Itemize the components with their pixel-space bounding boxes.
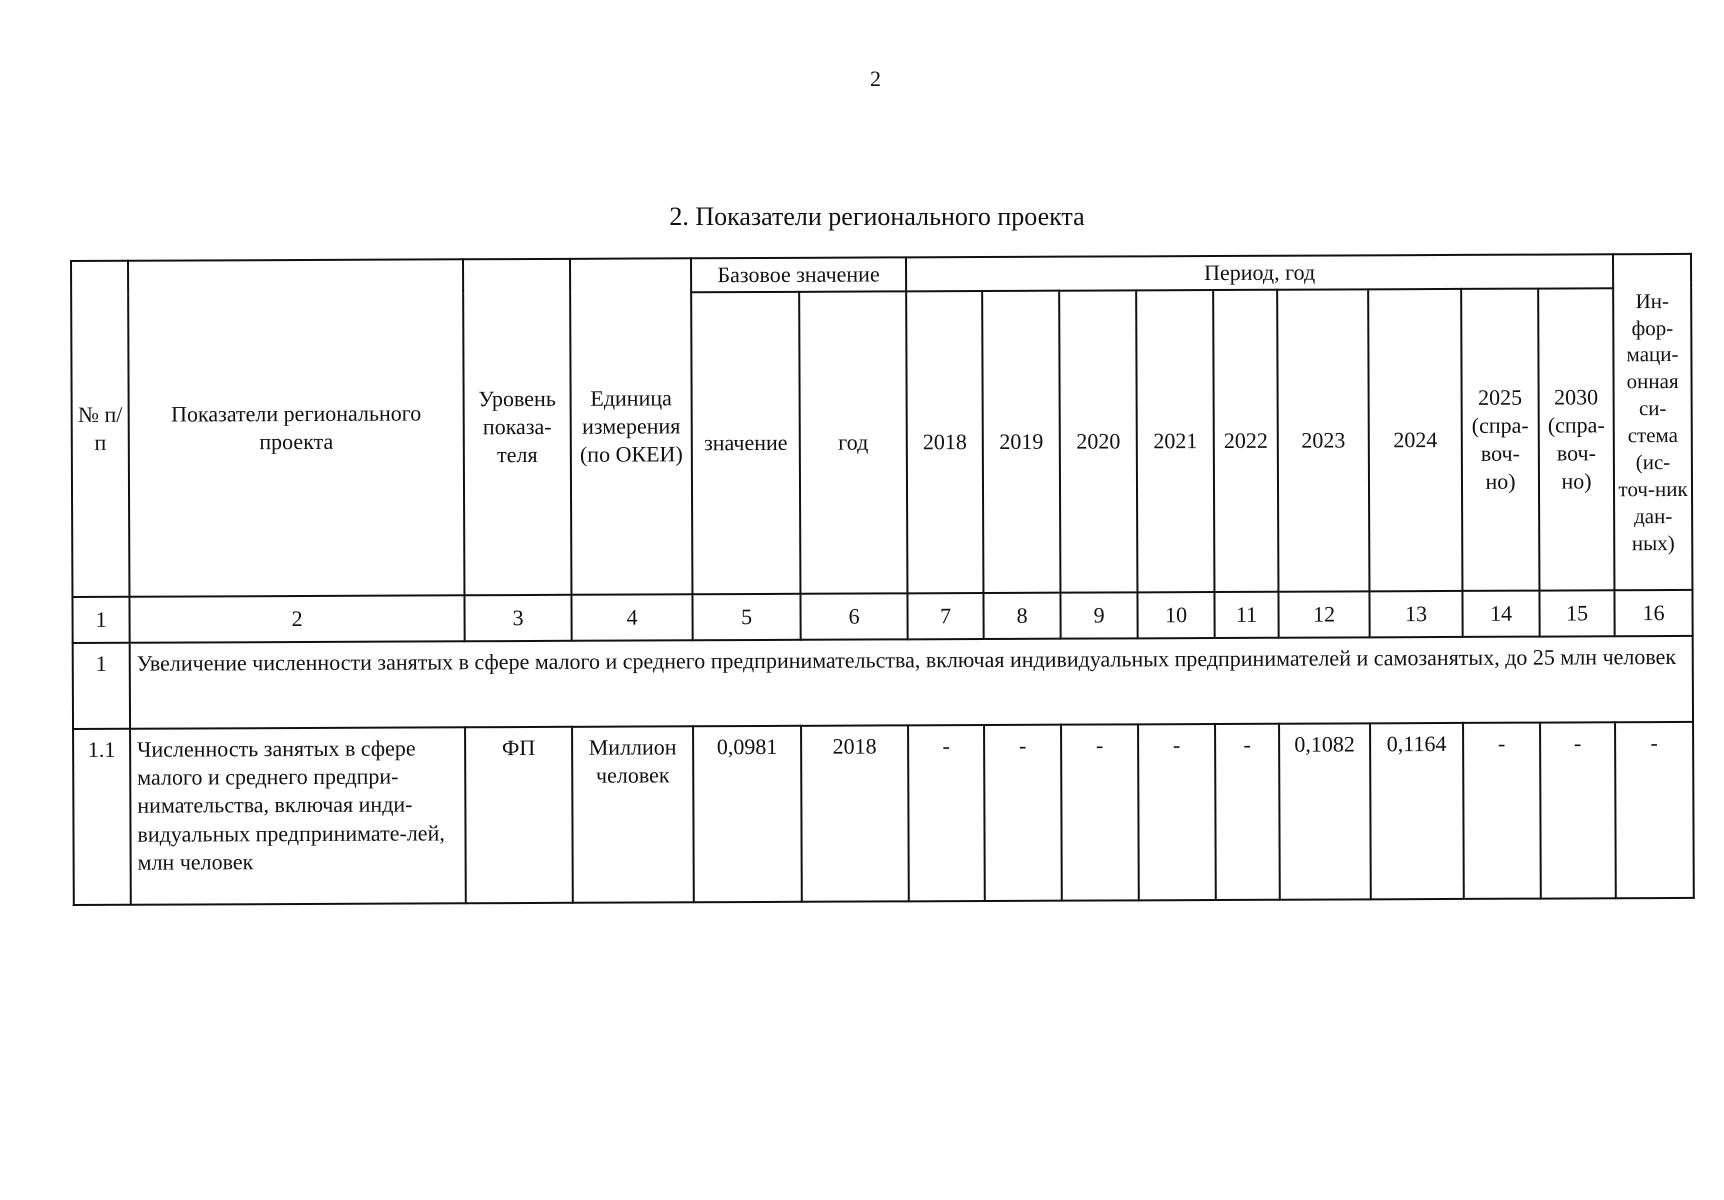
- indicators-table: [70, 253, 1695, 906]
- header-base-year: год: [799, 292, 907, 594]
- header-year-2020: 2020: [1059, 291, 1137, 593]
- value-2023: 0,1082: [1279, 723, 1371, 899]
- column-number: 4: [571, 594, 692, 641]
- goal-row: [73, 636, 1693, 729]
- info-system: -: [1615, 722, 1694, 898]
- column-number: 13: [1369, 591, 1462, 637]
- value-2020: -: [1061, 725, 1139, 901]
- value-2018: -: [908, 725, 985, 901]
- header-indicator: Показатели регионального проекта: [128, 259, 464, 597]
- column-number: 7: [907, 593, 983, 639]
- goal-number: 1: [73, 643, 130, 729]
- section-title: 2. Показатели регионального проекта: [669, 202, 1085, 231]
- base-value: 0,0981: [693, 726, 802, 902]
- column-number: 1: [72, 597, 129, 643]
- column-number: 9: [1060, 593, 1137, 639]
- column-number: 8: [983, 593, 1060, 639]
- header-year-2021: 2021: [1136, 290, 1214, 592]
- header-period-group: Период, год: [906, 254, 1613, 291]
- header-year-2024: 2024: [1368, 289, 1462, 591]
- value-2025: -: [1463, 723, 1541, 899]
- page-number: 2: [870, 66, 881, 91]
- header-year-2018: 2018: [906, 291, 983, 593]
- header-info-system: Ин-фор-маци-онная си-стема (ис-точ-ник дан-ных): [1613, 254, 1692, 590]
- column-number: 12: [1278, 591, 1369, 637]
- header-base-value: значение: [691, 292, 800, 594]
- value-2022: -: [1215, 724, 1280, 900]
- table-row: [73, 722, 1694, 905]
- indicator-name: Численность занятых в сфере малого и среднего предпри-нимательства, включая инди-видуальных предпринимате-лей, млн человек: [130, 727, 466, 904]
- column-number: 11: [1214, 592, 1278, 638]
- column-number: 6: [800, 594, 907, 640]
- header-year-2022: 2022: [1213, 290, 1278, 592]
- value-2024: 0,1164: [1370, 723, 1464, 899]
- header-year-2030: 2030 (спра-воч-но): [1538, 288, 1614, 590]
- column-number: 2: [129, 595, 464, 642]
- value-2030: -: [1540, 722, 1616, 898]
- header-unit: Единица измерения (по ОКЕИ): [570, 258, 692, 595]
- indicator-unit: Миллион человек: [572, 726, 694, 903]
- indicator-level: ФП: [465, 727, 573, 903]
- base-year: 2018: [801, 726, 909, 902]
- value-2021: -: [1138, 724, 1216, 900]
- header-level: Уровень показа-теля: [463, 259, 571, 596]
- header-year-2023: 2023: [1277, 289, 1369, 591]
- row-number: 1.1: [73, 729, 131, 905]
- column-numbering-row: [72, 590, 1692, 643]
- column-number: 5: [692, 594, 800, 640]
- value-2019: -: [984, 725, 1062, 901]
- column-number: 16: [1615, 590, 1693, 636]
- column-number: 14: [1462, 591, 1539, 637]
- column-number: 3: [464, 595, 571, 641]
- header-num: № п/п: [71, 261, 129, 597]
- header-base-group: Базовое значение: [691, 257, 906, 292]
- column-number: 15: [1539, 590, 1614, 636]
- column-number: 10: [1137, 592, 1214, 638]
- goal-text: Увеличение численности занятых в сфере малого и среднего предпринимательства, включая индивидуальных предпринимателей и самозанятых, до 25 млн человек: [130, 636, 1693, 729]
- header-year-2019: 2019: [982, 291, 1060, 593]
- header-year-2025: 2025 (спра-воч-но): [1461, 289, 1539, 591]
